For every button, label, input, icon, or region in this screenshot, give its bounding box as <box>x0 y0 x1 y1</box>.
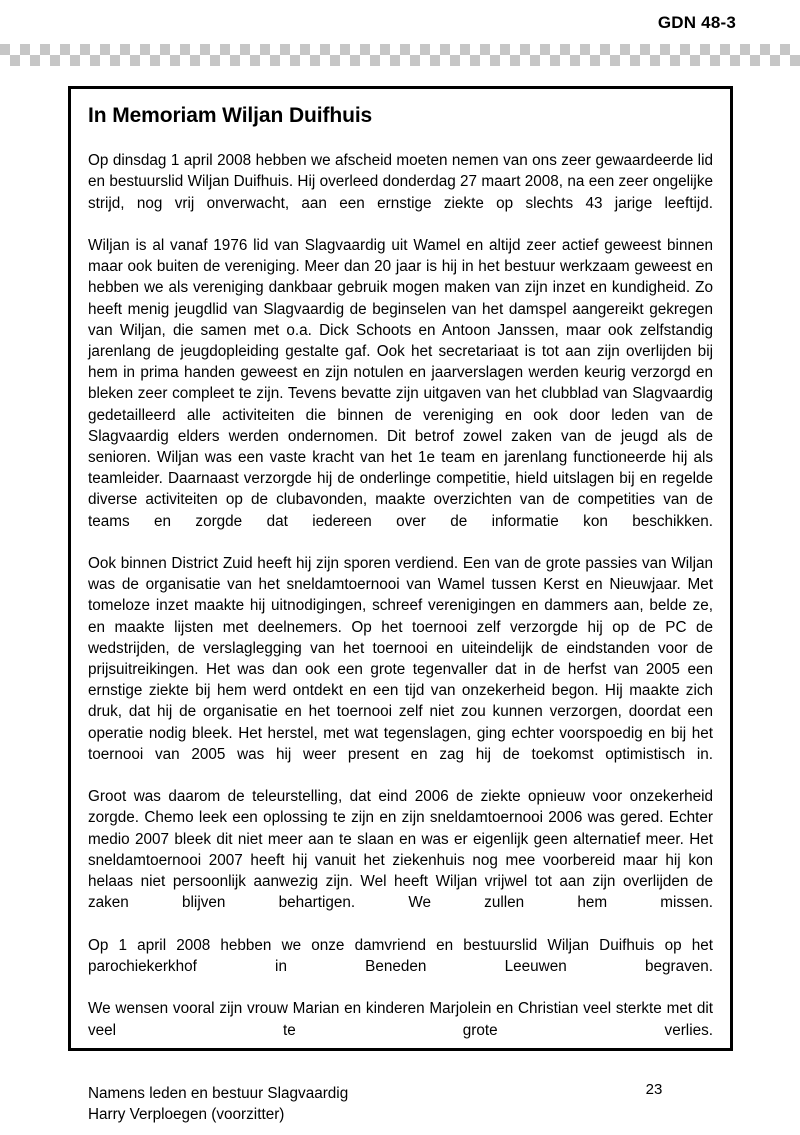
page-header <box>0 0 800 44</box>
page-number-value: 23 <box>645 1081 663 1098</box>
paragraph: Op 1 april 2008 hebben we onze damvriend en bestuurslid Wiljan Duifhuis op het parochiekerkhof in Beneden Leeuwen begraven. <box>88 936 713 975</box>
paragraph: Wiljan is al vanaf 1976 lid van Slagvaardig uit Wamel en altijd zeer actief geweest binnen maar ook buiten de vereniging. Meer dan 20 jaar is hij in het bestuur werkzaam geweest en hebben we als vereniging dankbaar gebruik mogen maken van zijn inzet en kundigheid. Zo heeft menig jeugdlid van Slagvaardig de beginselen van het damspel aangereikt gekregen van Wiljan, die samen met o.a. Dick Schoots en Antoon Janssen, maar ook zelfstandig jarenlang de jeugdopleiding gestalte gaf. Ook het secretariaat is tot aan zijn overlijden bij hem in prima handen geweest en zijn notulen en jaarverslagen werden keurig verzorgd en bleken zeer compleet te zijn. Tevens bevatte zijn uitgaven van het clubblad van Slagvaardig gedetailleerd alle activiteiten die binnen de vereniging en ook door leden van de Slagvaardig elders werden ondernomen. Dit betrof zowel zaken van de jeugd als de senioren. Wiljan was een vaste kracht van het 1e team en jarenlang functioneerde hij als teamleider. Daarnaast verzorgde hij de onderlinge competitie, hield uitslagen bij en regelde diverse activiteiten op de clubavonden, maakte overzichten van de competities van de teams en zorgde dat iedereen over de informatie kon beschikken. <box>88 237 713 530</box>
checker-row-bottom <box>0 55 800 66</box>
article-content <box>71 89 730 1135</box>
paragraph: Ook binnen District Zuid heeft hij zijn sporen verdiend. Een van de grote passies van Wiljan was de organisatie van het sneldamtoernooi van Wamel tussen Kerst en Nieuwjaar. Met tomeloze inzet maakte hij uitnodigingen, schreef verenigingen en dammers aan, belde ze, en maakte lijsten met deelnemers. Op het toernooi zelf verzorgde hij op de PC de wedstrijden, de verslaglegging van het toernooi en uiteindelijk de eindstanden voor de prijsuitreikingen. Het was dan ook een grote tegenvaller dat in de herfst van 2005 een ernstige ziekte bij hem werd ontdekt en een tijd van onzekerheid begon. Hij maakte zich druk, dat hij de organisatie en het toernooi zelf niet zou kunnen verzorgen, doordat een operatie nodig bleek. Het herstel, met wat tegenslagen, ging echter voorspoedig en bij het toernooi van 2005 was hij weer present en zag hij de toekomst optimistisch in. <box>88 555 713 763</box>
article-body <box>88 150 713 1062</box>
page-title: In Memoriam Wiljan Duifhuis <box>88 104 373 127</box>
signature-author: Harry Verploegen (voorzitter) <box>88 1106 285 1124</box>
paragraph: We wensen vooral zijn vrouw Marian en kinderen Marjolein en Christian veel sterkte met dit veel te grote verlies. <box>88 1000 713 1039</box>
page-footer <box>0 1082 800 1097</box>
publication-code: GDN 48-3 <box>657 13 736 32</box>
checker-row-top <box>0 44 800 55</box>
paragraph: Op dinsdag 1 april 2008 hebben we afscheid moeten nemen van ons zeer gewaardeerde lid en bestuurslid Wiljan Duifhuis. Hij overleed donderdag 27 maart 2008, na een zeer ongelijke strijd, nog vrij onverwacht, aan een ernstige ziekte op slechts 43 jarige leeftijd. <box>88 152 713 212</box>
paragraph: Groot was daarom de teleurstelling, dat eind 2006 de ziekte opnieuw voor onzekerheid zorgde. Chemo leek een oplossing te zijn en zijn sneldamtoernooi 2006 was gered. Echter medio 2007 bleek dit niet meer aan te slaan en was er eigenlijk geen alternatief meer. Het sneldamtoernooi 2007 heeft hij vanuit het ziekenhuis nog mee voorbereid maar hij kon helaas niet persoonlijk aanwezig zijn. Wel heeft Wiljan vrijwel tot aan zijn overlijden de zaken blijven behartigen. We zullen hem missen. <box>88 788 713 912</box>
signature-organization: Namens leden en bestuur Slagvaardig <box>88 1084 349 1102</box>
checkered-rule <box>0 44 800 66</box>
